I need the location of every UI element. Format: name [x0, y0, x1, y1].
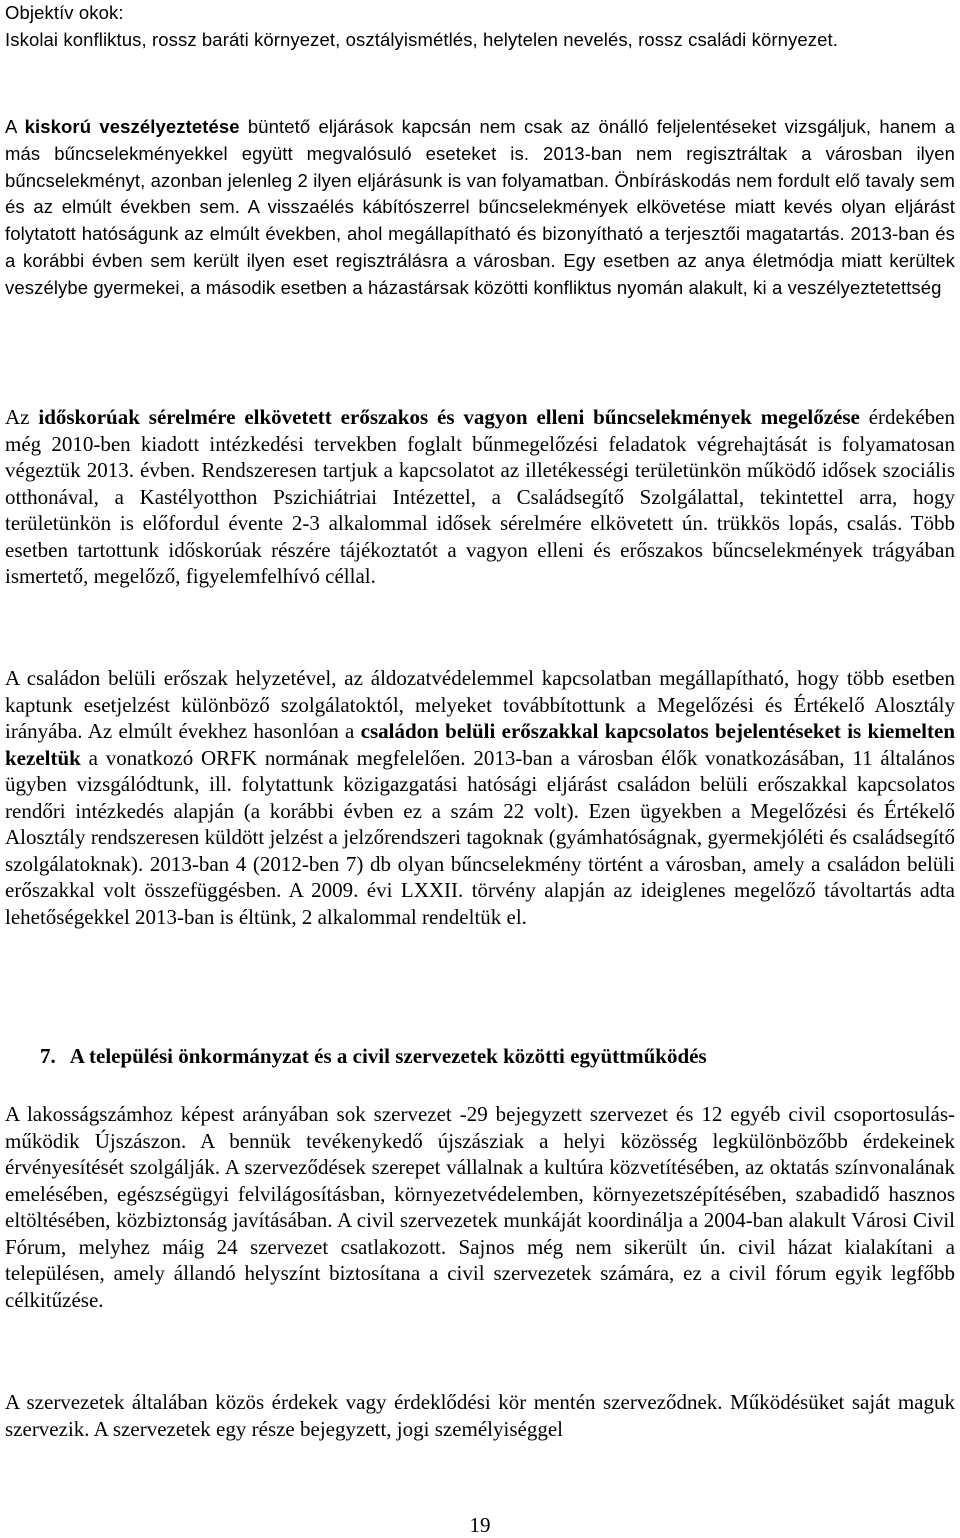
minor-sentence1: büntető eljárások kapcsán nem csak az önálló feljelentéseket vizsgáljuk, hanem a más bűncselekményekkel együtt megvalósuló eseteket is.: [5, 116, 955, 164]
elderly-paragraph: [5, 404, 955, 590]
family-text1: A családon belüli erőszak helyzetével, az áldozatvédelemmel kapcsolatban megállapítható, hogy több esetben kaptunk esetjelzést különböző szolgálatoktól, melyeket továbbítottunk a Megelőzési és Értékelő Alosztály irányába. Az elmúlt évekhez hasonlóan a: [5, 666, 955, 743]
section-7-heading: [40, 1043, 940, 1069]
section-7-number: 7.: [40, 1044, 56, 1068]
objective-label: Objektív okok:: [5, 2, 124, 23]
minor-endangerment-paragraph: [5, 114, 955, 302]
minor-intro: A: [5, 116, 25, 137]
section-7-title: A települési önkormányzat és a civil szervezetek közötti együttműködés: [69, 1044, 707, 1068]
civil-paragraph-2: A szervezetek általában közös érdekek vagy érdeklődési kör mentén szerveződnek. Működésüket saját maguk szervezik. A szervezetek egy része bejegyzett, jogi személyiséggel: [5, 1390, 955, 1441]
objective-text: Iskolai konfliktus, rossz baráti környezet, osztályismétlés, helytelen nevelés, rossz családi környezet.: [5, 29, 838, 50]
family-text2: a vonatkozó ORFK normának megfelelően. 2013-ban a városban élők vonatkozásában, 11 általános ügyben vizsgálódtunk, ill. folytattunk közigazgatási hatósági eljárást családon belüli erőszakkal kapcsolatos rendőri intézkedés alapján (a korábbi évben ez a szám 22 volt). Ezen ügyekben a Megelőzési és Értékelő Alosztály rendszeresen küldött jelzést a jelzőrendszeri tagoknak (gyámhatóságnak, gyermekjóléti és családsegítő szolgálatoknak). 2013-ban 4 (2012-ben 7) db olyan bűncselekmény történt a városban, amely a családon belüli erőszakkal volt összefüggésben. A 2009. évi LXXII. törvény alapján az ideiglenes megelőző távoltartás adta lehetőségekkel 2013-ban is éltünk, 2 alkalommal rendeltük el.: [5, 745, 955, 929]
family-violence-paragraph: [5, 665, 955, 930]
elderly-text: érdekében még 2010-ben kiadott intézkedési tervekben foglalt bűnmegelőzési feladatok végrehajtását is folyamatosan végeztük 2013. évben. Rendszeresen tartjuk a kapcsolatot az illetékességi területünkön működő idősek szociális otthonával, a Kastélyotthon Pszichiátriai Intézettel, a Családsegítő Szolgálattal, tekintettel arra, hogy területünkön is előfordul évente 2-3 alkalommal idősek sérelmére elkövetett ún. trükkös lopás, csalás. Több esetben tartottunk időskorúak részére tájékoztatót a vagyon elleni és erőszakos bűncselekmények trágyában ismertető, megelőző, figyelemfelhívó céllal.: [5, 405, 955, 588]
minor-rest: 2013-ban nem regisztráltak a városban ilyen bűncselekményt, azonban jelenleg 2 ilyen eljárásunk is van folyamatban. Önbíráskodás nem fordult elő tavaly sem és az elmúlt években sem. A visszaélés kábítószerrel bűncselekmények elkövetése miatt kevés olyan eljárást folytatott hatóságunk az elmúlt években, ahol megállapítható és bizonyítható a terjesztői magatartás. 2013-ban és a korábbi évben sem került ilyen eset regisztrálásra a városban. Egy esetben az anya életmódja miatt kerültek veszélybe gyermekei, a második esetben a házastársak közötti konfliktus nyomán alakult, ki a veszélyeztetettség: [5, 142, 956, 298]
elderly-bold: időskorúak sérelmére elkövetett erőszakos és vagyon elleni bűncselekmények megelőzése: [38, 405, 860, 429]
minor-bold-term: kiskorú veszélyeztetése: [24, 116, 240, 137]
page-number: 19: [469, 1513, 491, 1537]
civil-paragraph-1: A lakosságszámhoz képest arányában sok szervezet -29 bejegyzett szervezet és 12 egyéb civil csoportosulás- működik Újszászon. A bennük tevékenykedő újszásziak a helyi közösség legkülönbözőbb érdekeinek érvényesítését szolgálják. A szerveződések szerepet vállalnak a kultúra közvetítésében, az oktatás színvonalának emelésében, egészségügyi felvilágosításban, környezetvédelemben, környezetszépítésében, szabadidő hasznos eltöltésében, közbiztonság javításában. A civil szervezetek munkáját koordinálja a 2004-ban alakult Városi Civil Fórum, melyhez máig 24 szervezet csatlakozott. Sajnos még nem sikerült ún. civil házat kialakítani a településen, amely állandó helyszínt biztosítana a civil szervezetek számára, ez a civil fórum egyik legfőbb célkitűzése.: [5, 1102, 955, 1312]
elderly-lead: Az: [5, 405, 39, 429]
family-bold: családon belüli erőszakkal kapcsolatos bejelentéseket is kiemelten kezeltük: [5, 719, 956, 770]
